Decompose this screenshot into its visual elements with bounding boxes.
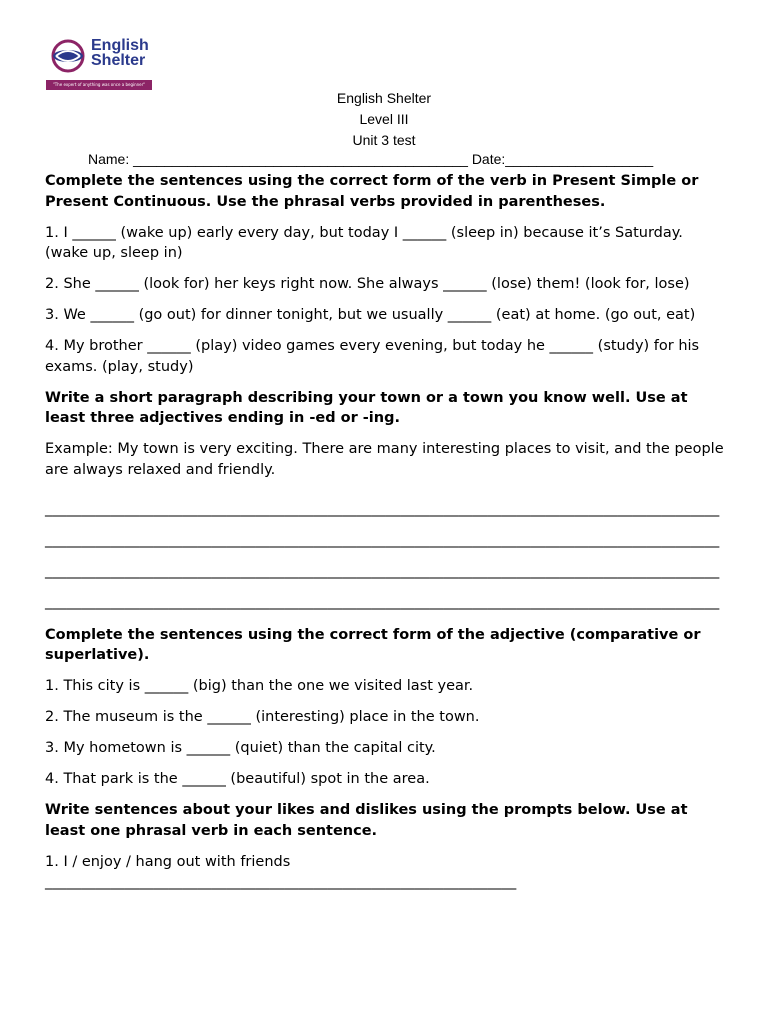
document-title: English Shelter — [336, 90, 432, 106]
answer-line: _____________________________________________________________________________________________ — [45, 532, 720, 548]
section4-answer-line: _________________________________________________________________ — [45, 874, 517, 890]
section1-item: 1. I ______ (wake up) early every day, but today I ______ (sleep in) because it’s Saturday. (wake up, sleep in) — [45, 224, 683, 261]
logo-word-english: English — [91, 37, 149, 54]
section2-instruction: Write a short paragraph describing your town or a town you know well. Use at least three adjectives ending in -ed or -ing. — [45, 389, 688, 426]
section3-item: 1. This city is ______ (big) than the one we visited last year. — [45, 678, 474, 694]
answer-line: _____________________________________________________________________________________________ — [45, 501, 720, 517]
answer-line: _____________________________________________________________________________________________ — [45, 594, 720, 610]
globe-icon — [48, 38, 88, 78]
section3-item: 3. My hometown is ______ (quiet) than the capital city. — [45, 740, 436, 756]
level-label: Level III — [359, 111, 409, 127]
section4-item: 1. I / enjoy / hang out with friends — [45, 853, 291, 870]
section3-instruction: Complete the sentences using the correct form of the adjective (comparative or superlative). — [45, 626, 701, 663]
section3-item: 2. The museum is the ______ (interesting) place in the town. — [45, 709, 480, 725]
section1-item: 2. She ______ (look for) her keys right now. She always ______ (lose) them! (look for, lose) — [45, 276, 690, 292]
section1-item: 3. We ______ (go out) for dinner tonight, but we usually ______ (eat) at home. (go out, eat) — [45, 307, 696, 323]
english-shelter-logo — [46, 36, 154, 92]
name-date-line: Name: ___________________________________________ Date:___________________ — [88, 151, 654, 167]
section1-item: 4. My brother ______ (play) video games every evening, but today he ______ (study) for his exams. (play, study) — [45, 338, 700, 375]
answer-line: _____________________________________________________________________________________________ — [45, 563, 720, 579]
logo-word-shelter: Shelter — [91, 52, 146, 69]
section1-instruction: Complete the sentences using the correct form of the verb in Present Simple or Present Continuous. Use the phrasal verbs provided in parentheses. — [45, 173, 699, 210]
section3-item: 4. That park is the ______ (beautiful) spot in the area. — [45, 771, 430, 787]
section2-example: Example: My town is very exciting. There are many interesting places to visit, and the people are always relaxed and friendly. — [45, 441, 724, 478]
section4-instruction: Write sentences about your likes and dislikes using the prompts below. Use at least one phrasal verb in each sentence. — [45, 802, 688, 839]
logo-tagline: "The expert of anything was once a beginner" — [46, 80, 152, 90]
unit-label: Unit 3 test — [352, 132, 416, 148]
worksheet-body — [45, 171, 725, 903]
